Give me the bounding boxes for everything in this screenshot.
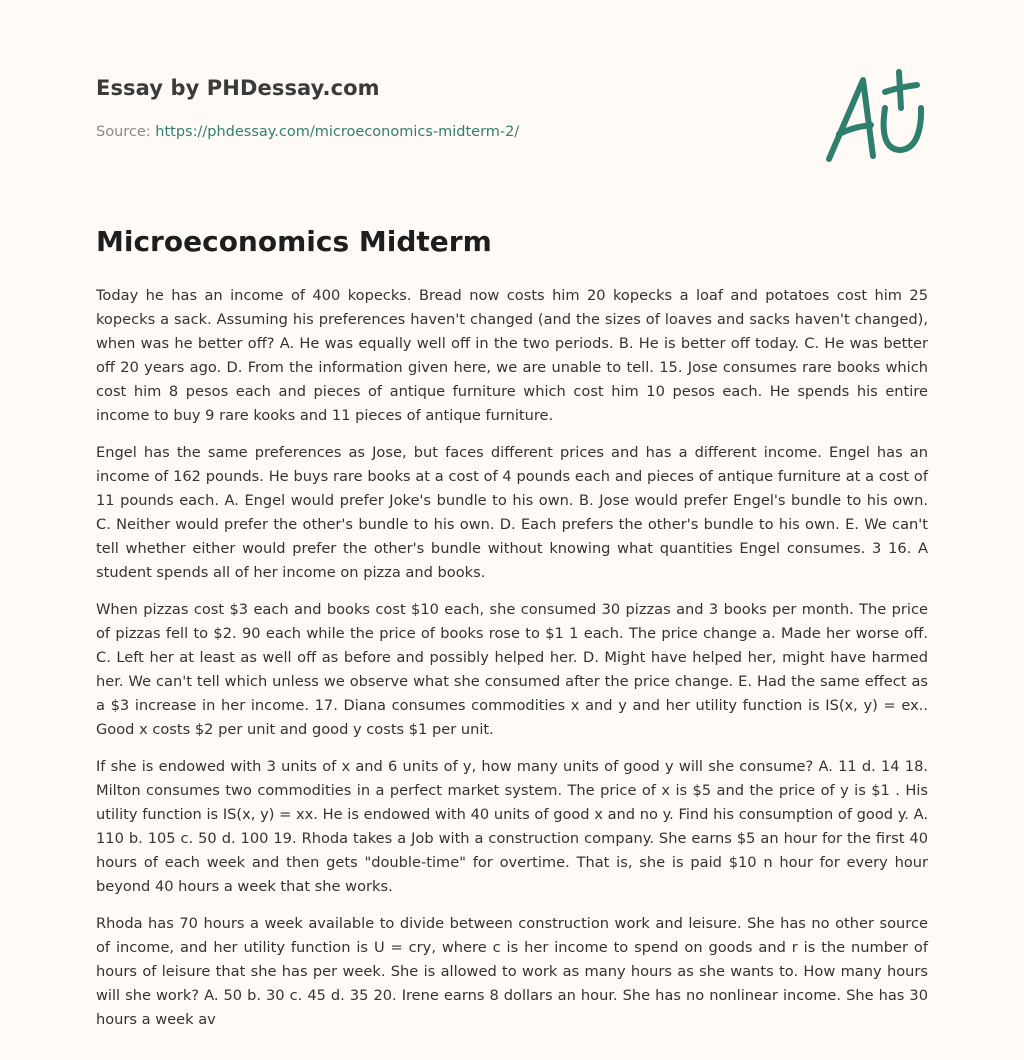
letter-a-stroke: [829, 80, 873, 159]
essay-paragraph: Engel has the same preferences as Jose, but faces different prices and has a different income. Engel has an income of 162 pounds. He buys rare books at a cost of 4 pounds each and pieces of antique furniture at a cost of 11 pounds each. A. Engel would prefer Joke's bundle to his own. B. Jose would prefer Engel's bundle to his own. C. Neither would prefer the other's bundle to his own. D. Each prefers the other's bundle to his own. E. We can't tell whether either would prefer the other's bundle without knowing what quantities Engel consumes. 3 16. A student spends all of her income on pizza and books.: [96, 444, 928, 581]
source-line: [96, 124, 519, 140]
essay-paragraph: Today he has an income of 400 kopecks. Bread now costs him 20 kopecks a loaf and potatoes cost him 25 kopecks a sack. Assuming his preferences haven't changed (and the sizes of loaves and sacks haven't changed), when was he better off? A. He was equally well off in the two periods. B. He is better off today. C. He was better off 20 years ago. D. From the information given here, we are unable to tell. 15. Jose consumes rare books which cost him 8 pesos each and pieces of antique furniture which cost him 10 pesos each. He spends his entire income to buy 9 rare kooks and 11 pieces of antique furniture.: [96, 287, 928, 424]
essay-paragraph: If she is endowed with 3 units of x and 6 units of y, how many units of good y will she consume? A. 11 d. 14 18. Milton consumes two commodities in a perfect market system. The price of x is $5 and the price of y is $1 . His utility function is IS(x, y) = xx. He is endowed with 40 units of good x and no y. Find his consumption of good y. A. 110 b. 105 c. 50 d. 100 19. Rhoda takes a Job with a construction company. She earns $5 an hour for the first 40 hours of each week and then gets "double-time" for overtime. That is, she is paid $10 n hour for every hour beyond 40 hours a week that she works.: [96, 758, 928, 895]
essay-title: Microeconomics Midterm: [96, 225, 492, 258]
source-label: Source:: [96, 124, 156, 140]
essay-paragraph: Rhoda has 70 hours a week available to divide between construction work and leisure. She has no other source of income, and her utility function is U = cry, where c is her income to spend on goods and r is the number of hours of leisure that she has per week. She is allowed to work as many hours as she wants to. How many hours will she work? A. 50 b. 30 c. 45 d. 35 20. Irene earns 8 dollars an hour. She has no nonlinear income. She has 30 hours a week av: [96, 915, 928, 1028]
site-title: Essay by PHDessay.com: [96, 76, 380, 100]
source-link[interactable]: https://phdessay.com/microeconomics-midterm-2/: [155, 124, 520, 140]
a-plus-grade-icon: [815, 64, 933, 168]
essay-body: [96, 284, 928, 1045]
loop-stroke: [884, 108, 921, 150]
essay-paragraph: When pizzas cost $3 each and books cost $10 each, she consumed 30 pizzas and 3 books per month. The price of pizzas fell to $2. 90 each while the price of books rose to $1 1 each. The price change a. Made her worse off. C. Left her at least as well off as before and possibly helped her. D. Might have helped her, might have harmed her. We can't tell which unless we observe what she consumed after the price change. E. Had the same effect as a $3 increase in her income. 17. Diana consumes commodities x and y and her utility function is IS(x, y) = ex.. Good x costs $2 per unit and good y costs $1 per unit.: [96, 601, 928, 738]
